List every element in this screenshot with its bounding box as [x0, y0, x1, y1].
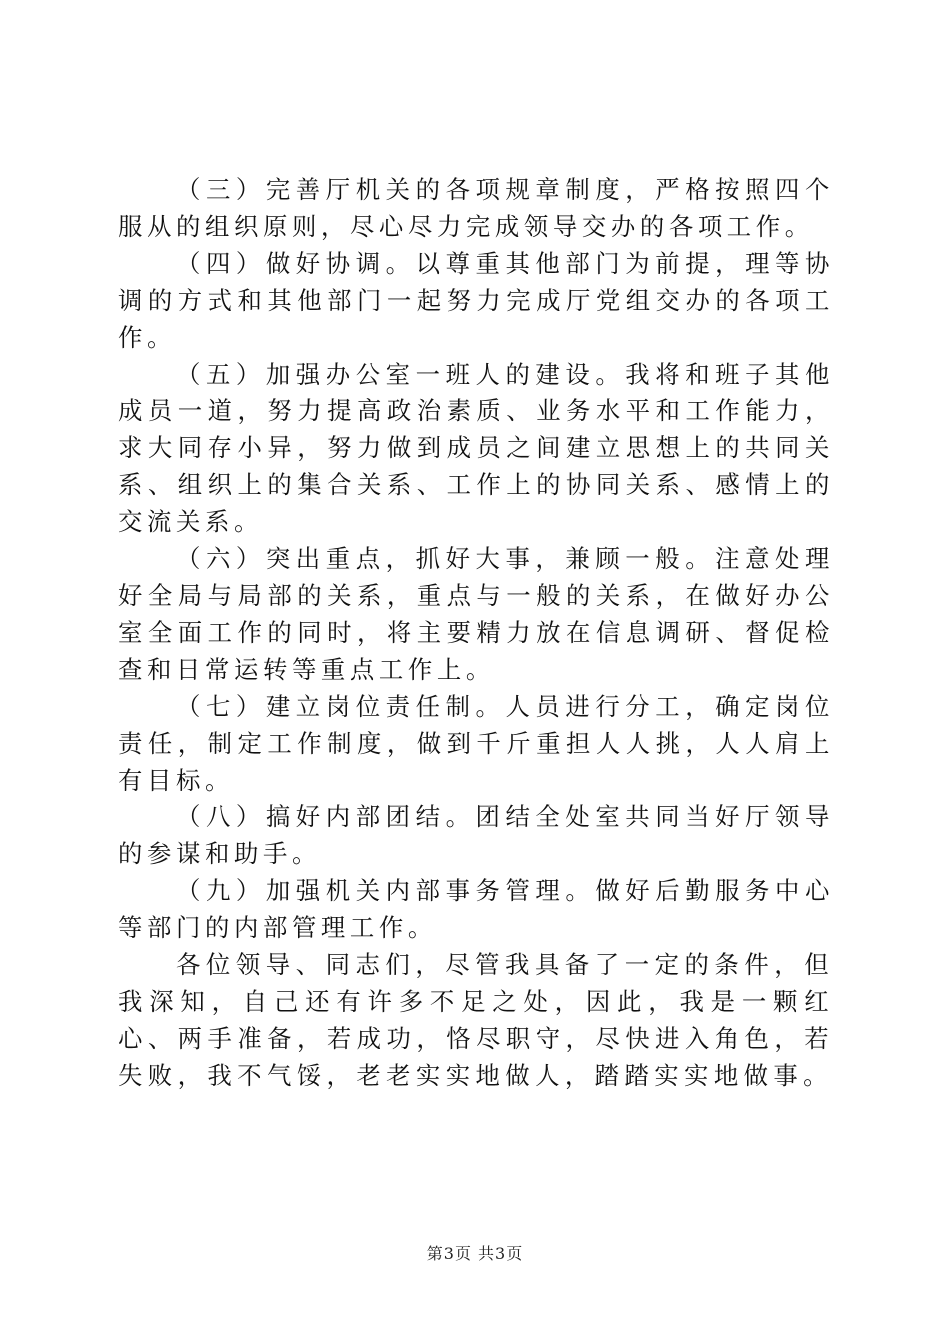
paragraph-9: （九）加强机关内部事务管理。做好后勤服务中心等部门的内部管理工作。 — [118, 876, 834, 943]
paragraph-5: （五）加强办公室一班人的建设。我将和班子其他成员一道，努力提高政治素质、业务水平和工作能力，求大同存小异，努力做到成员之间建立思想上的共同关系、组织上的集合关系、工作上的协同关系、感情上的交流关系。 — [118, 359, 834, 537]
paragraph-3: （三）完善厅机关的各项规章制度，严格按照四个服从的组织原则，尽心尽力完成领导交办的各项工作。 — [118, 175, 834, 241]
paragraph-7: （七）建立岗位责任制。人员进行分工，确定岗位责任，制定工作制度，做到千斤重担人人挑，人人肩上有目标。 — [118, 691, 834, 795]
paragraph-4: （四）做好协调。以尊重其他部门为前提，理等协调的方式和其他部门一起努力完成厅党组交办的各项工作。 — [118, 248, 834, 352]
page-footer: 第3页 共3页 — [426, 1244, 524, 1263]
closing-paragraph: 各位领导、同志们，尽管我具备了一定的条件，但我深知，自己还有许多不足之处，因此，我是一颗红心、两手准备，若成功，恪尽职守，尽快进入角色，若失败，我不气馁，老老实实地做人，踏踏实实地做事。 — [118, 950, 834, 1090]
document-body — [118, 172, 834, 1095]
paragraph-8: （八）搞好内部团结。团结全处室共同当好厅领导的参谋和助手。 — [118, 802, 834, 869]
paragraph-6: （六）突出重点，抓好大事，兼顾一般。注意处理好全局与局部的关系，重点与一般的关系，在做好办公室全面工作的同时，将主要精力放在信息调研、督促检查和日常运转等重点工作上。 — [118, 544, 834, 684]
